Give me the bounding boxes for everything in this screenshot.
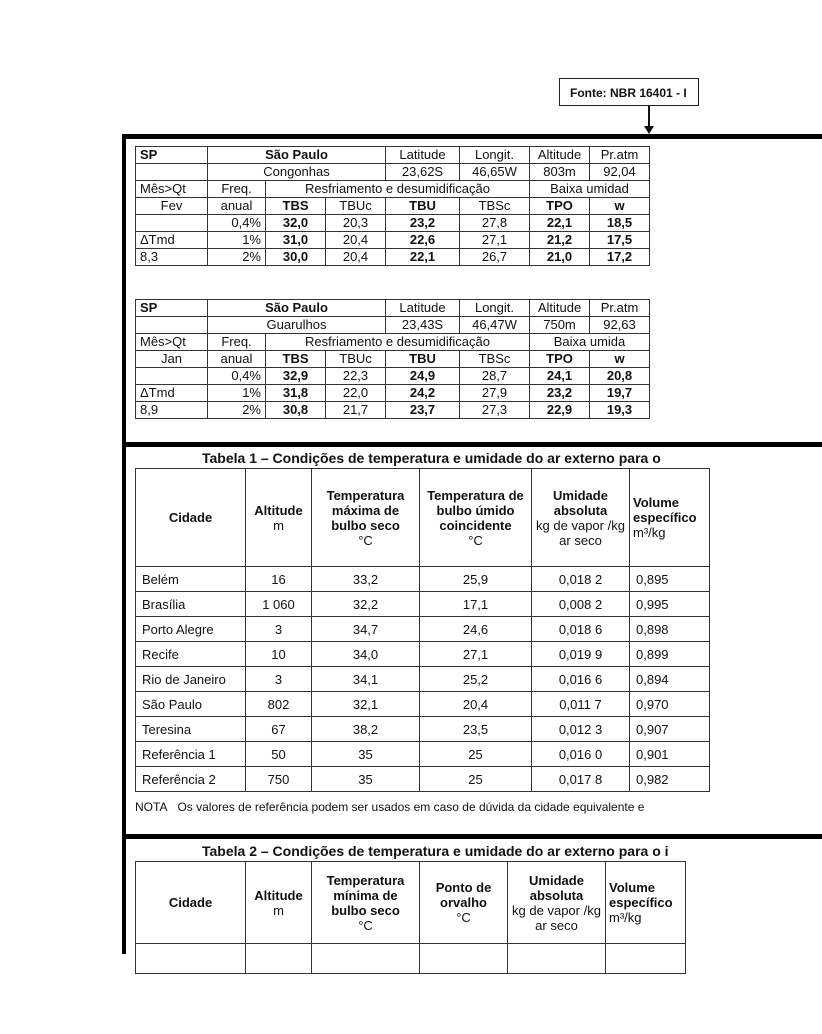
latitude-label: Latitude bbox=[386, 147, 460, 164]
arrow-line bbox=[648, 106, 650, 128]
tpo-value: 21,0 bbox=[530, 249, 590, 266]
tbuc-value: 22,0 bbox=[326, 385, 386, 402]
table-row bbox=[136, 592, 710, 617]
cell-cidade: Brasília bbox=[136, 592, 246, 617]
table-row bbox=[136, 642, 710, 667]
tbsc-value: 27,1 bbox=[460, 232, 530, 249]
table1 bbox=[135, 468, 710, 792]
cell-tbu: 23,5 bbox=[420, 717, 532, 742]
header-volume: Volume específico m³/kg bbox=[606, 862, 686, 944]
longitude-value: 46,65W bbox=[460, 164, 530, 181]
tbuc-value: 21,7 bbox=[326, 402, 386, 419]
cell-tbu: 25,2 bbox=[420, 667, 532, 692]
freq-label: Freq. bbox=[208, 334, 266, 351]
cell-vol: 0,901 bbox=[630, 742, 710, 767]
header-volume: Volume específico m³/kg bbox=[630, 469, 710, 567]
header-tbs: TBS bbox=[266, 198, 326, 215]
cell-temp: 33,2 bbox=[312, 567, 420, 592]
arrow-down-icon bbox=[644, 126, 654, 134]
header-tbu-coincidente: Temperatura de bulbo úmido coincidente °C bbox=[420, 469, 532, 567]
climatic-table-congonhas bbox=[135, 146, 650, 266]
tbu-value: 23,7 bbox=[386, 402, 460, 419]
cell-umid: 0,011 7 bbox=[532, 692, 630, 717]
table-row bbox=[136, 232, 650, 249]
freq-value: 1% bbox=[208, 232, 266, 249]
patm-label: Pr.atm bbox=[590, 300, 650, 317]
tbs-value: 31,0 bbox=[266, 232, 326, 249]
w-value: 19,3 bbox=[590, 402, 650, 419]
altitude-label: Altitude bbox=[530, 147, 590, 164]
cell-temp: 32,1 bbox=[312, 692, 420, 717]
cell-temp: 34,7 bbox=[312, 617, 420, 642]
cell-umid: 0,018 6 bbox=[532, 617, 630, 642]
cell-tbu: 25,9 bbox=[420, 567, 532, 592]
dtmd-value: 8,3 bbox=[136, 249, 208, 266]
freq-label: Freq. bbox=[208, 181, 266, 198]
freq-value: 0,4% bbox=[208, 215, 266, 232]
latitude-value: 23,62S bbox=[386, 164, 460, 181]
header-temp-max: Temperatura máxima de bulbo seco °C bbox=[312, 469, 420, 567]
cell-cidade: Referência 1 bbox=[136, 742, 246, 767]
cell-vol: 0,895 bbox=[630, 567, 710, 592]
tbsc-value: 27,8 bbox=[460, 215, 530, 232]
tpo-value: 22,1 bbox=[530, 215, 590, 232]
cell-cidade: São Paulo bbox=[136, 692, 246, 717]
document-frame bbox=[122, 134, 822, 1034]
table-row bbox=[136, 368, 650, 385]
header-altitude: Altitude m bbox=[246, 862, 312, 944]
freq-value: 0,4% bbox=[208, 368, 266, 385]
header-tbuc: TBUc bbox=[326, 351, 386, 368]
document-viewport bbox=[122, 134, 697, 950]
station-name: Congonhas bbox=[208, 164, 386, 181]
frame-border bbox=[122, 134, 126, 954]
header-tpo: TPO bbox=[530, 198, 590, 215]
tbu-value: 22,6 bbox=[386, 232, 460, 249]
cell-tbu: 24,6 bbox=[420, 617, 532, 642]
frame-divider bbox=[122, 834, 822, 839]
cell-vol: 0,995 bbox=[630, 592, 710, 617]
header-w: w bbox=[590, 351, 650, 368]
state-code: SP bbox=[136, 147, 208, 164]
table-row bbox=[136, 385, 650, 402]
cell-vol: 0,907 bbox=[630, 717, 710, 742]
header-tpo: TPO bbox=[530, 351, 590, 368]
longitude-value: 46,47W bbox=[460, 317, 530, 334]
tbsc-value: 28,7 bbox=[460, 368, 530, 385]
month-value: Jan bbox=[136, 351, 208, 368]
month-qt-label: Mês>Qt bbox=[136, 181, 208, 198]
header-umidade: Umidade absoluta kg de vapor /kg ar seco bbox=[532, 469, 630, 567]
climatic-table-guarulhos bbox=[135, 299, 650, 419]
dtmd-value: 8,9 bbox=[136, 402, 208, 419]
cell-temp: 32,2 bbox=[312, 592, 420, 617]
dtmd-label: ΔTmd bbox=[136, 385, 208, 402]
table-row bbox=[136, 944, 686, 974]
header-tbu: TBU bbox=[386, 351, 460, 368]
patm-value: 92,63 bbox=[590, 317, 650, 334]
city-name: São Paulo bbox=[208, 147, 386, 164]
w-value: 17,2 bbox=[590, 249, 650, 266]
frame-divider bbox=[122, 442, 822, 447]
tbsc-value: 27,3 bbox=[460, 402, 530, 419]
header-temp-min: Temperatura mínima de bulbo seco °C bbox=[312, 862, 420, 944]
longitude-label: Longit. bbox=[460, 300, 530, 317]
tbs-value: 32,9 bbox=[266, 368, 326, 385]
altitude-label: Altitude bbox=[530, 300, 590, 317]
month-value: Fev bbox=[136, 198, 208, 215]
tpo-value: 22,9 bbox=[530, 402, 590, 419]
frame-top-border bbox=[122, 134, 822, 139]
table1-body bbox=[136, 567, 710, 792]
header-tbsc: TBSc bbox=[460, 351, 530, 368]
tbs-value: 30,8 bbox=[266, 402, 326, 419]
altitude-value: 750m bbox=[530, 317, 590, 334]
cell-vol: 0,898 bbox=[630, 617, 710, 642]
station-name: Guarulhos bbox=[208, 317, 386, 334]
cell-cidade: Porto Alegre bbox=[136, 617, 246, 642]
cooling-header: Resfriamento e desumidificação bbox=[266, 334, 530, 351]
annual-label: anual bbox=[208, 198, 266, 215]
header-tbuc: TBUc bbox=[326, 198, 386, 215]
cell-umid: 0,018 2 bbox=[532, 567, 630, 592]
tbs-value: 31,8 bbox=[266, 385, 326, 402]
tbu-value: 22,1 bbox=[386, 249, 460, 266]
table-row bbox=[136, 215, 650, 232]
cell-umid: 0,008 2 bbox=[532, 592, 630, 617]
longitude-label: Longit. bbox=[460, 147, 530, 164]
tbsc-value: 27,9 bbox=[460, 385, 530, 402]
table-row bbox=[136, 617, 710, 642]
city-name: São Paulo bbox=[208, 300, 386, 317]
w-value: 19,7 bbox=[590, 385, 650, 402]
cell-alt: 16 bbox=[246, 567, 312, 592]
cell-cidade: Rio de Janeiro bbox=[136, 667, 246, 692]
header-cidade: Cidade bbox=[136, 469, 246, 567]
table-row bbox=[136, 567, 710, 592]
cell-tbu: 17,1 bbox=[420, 592, 532, 617]
table-row bbox=[136, 692, 710, 717]
cell-temp: 35 bbox=[312, 767, 420, 792]
table1-note bbox=[135, 800, 644, 814]
cell-vol: 0,894 bbox=[630, 667, 710, 692]
cell-alt: 67 bbox=[246, 717, 312, 742]
cell-alt: 10 bbox=[246, 642, 312, 667]
annual-label: anual bbox=[208, 351, 266, 368]
header-orvalho: Ponto de orvalho °C bbox=[420, 862, 508, 944]
freq-value: 2% bbox=[208, 402, 266, 419]
header-tbs: TBS bbox=[266, 351, 326, 368]
latitude-label: Latitude bbox=[386, 300, 460, 317]
freq-value: 2% bbox=[208, 249, 266, 266]
source-label: Fonte: NBR 16401 - I bbox=[570, 86, 687, 100]
tbs-value: 30,0 bbox=[266, 249, 326, 266]
table-row bbox=[136, 402, 650, 419]
cell-cidade: Recife bbox=[136, 642, 246, 667]
table-row bbox=[136, 767, 710, 792]
cell-tbu: 25 bbox=[420, 742, 532, 767]
patm-label: Pr.atm bbox=[590, 147, 650, 164]
cell-alt: 1 060 bbox=[246, 592, 312, 617]
header-w: w bbox=[590, 198, 650, 215]
table-row bbox=[136, 717, 710, 742]
cell-alt: 802 bbox=[246, 692, 312, 717]
cell-alt: 3 bbox=[246, 667, 312, 692]
cell-umid: 0,012 3 bbox=[532, 717, 630, 742]
cell-alt: 750 bbox=[246, 767, 312, 792]
cell-tbu: 25 bbox=[420, 767, 532, 792]
cell-cidade: Belém bbox=[136, 567, 246, 592]
header-umidade: Umidade absoluta kg de vapor /kg ar seco bbox=[508, 862, 606, 944]
cell-vol: 0,970 bbox=[630, 692, 710, 717]
w-value: 17,5 bbox=[590, 232, 650, 249]
w-value: 20,8 bbox=[590, 368, 650, 385]
cell-umid: 0,017 8 bbox=[532, 767, 630, 792]
low-humidity-header: Baixa umida bbox=[530, 334, 650, 351]
month-qt-label: Mês>Qt bbox=[136, 334, 208, 351]
cell-umid: 0,019 9 bbox=[532, 642, 630, 667]
tbsc-value: 26,7 bbox=[460, 249, 530, 266]
tpo-value: 24,1 bbox=[530, 368, 590, 385]
tbs-value: 32,0 bbox=[266, 215, 326, 232]
table2 bbox=[135, 861, 686, 974]
low-humidity-header: Baixa umidad bbox=[530, 181, 650, 198]
tbuc-value: 20,3 bbox=[326, 215, 386, 232]
cell-cidade: Teresina bbox=[136, 717, 246, 742]
header-tbsc: TBSc bbox=[460, 198, 530, 215]
tpo-value: 21,2 bbox=[530, 232, 590, 249]
tbu-value: 24,2 bbox=[386, 385, 460, 402]
cell-temp: 35 bbox=[312, 742, 420, 767]
tbuc-value: 22,3 bbox=[326, 368, 386, 385]
header-cidade: Cidade bbox=[136, 862, 246, 944]
freq-value: 1% bbox=[208, 385, 266, 402]
altitude-value: 803m bbox=[530, 164, 590, 181]
tbuc-value: 20,4 bbox=[326, 249, 386, 266]
cell-tbu: 20,4 bbox=[420, 692, 532, 717]
header-tbu: TBU bbox=[386, 198, 460, 215]
state-code: SP bbox=[136, 300, 208, 317]
table-row bbox=[136, 742, 710, 767]
patm-value: 92,04 bbox=[590, 164, 650, 181]
cell-umid: 0,016 6 bbox=[532, 667, 630, 692]
header-altitude: Altitude m bbox=[246, 469, 312, 567]
tbu-value: 24,9 bbox=[386, 368, 460, 385]
cell-alt: 3 bbox=[246, 617, 312, 642]
cell-cidade: Referência 2 bbox=[136, 767, 246, 792]
tpo-value: 23,2 bbox=[530, 385, 590, 402]
table-row bbox=[136, 667, 710, 692]
tbuc-value: 20,4 bbox=[326, 232, 386, 249]
cell-tbu: 27,1 bbox=[420, 642, 532, 667]
latitude-value: 23,43S bbox=[386, 317, 460, 334]
dtmd-label: ΔTmd bbox=[136, 232, 208, 249]
table2-title: Tabela 2 – Condições de temperatura e umidade do ar externo para o i bbox=[202, 843, 669, 859]
cell-temp: 34,0 bbox=[312, 642, 420, 667]
table-row bbox=[136, 249, 650, 266]
source-label-box bbox=[559, 78, 699, 106]
w-value: 18,5 bbox=[590, 215, 650, 232]
cell-vol: 0,899 bbox=[630, 642, 710, 667]
cell-temp: 34,1 bbox=[312, 667, 420, 692]
table1-title: Tabela 1 – Condições de temperatura e umidade do ar externo para o bbox=[202, 450, 661, 466]
cell-alt: 50 bbox=[246, 742, 312, 767]
tbu-value: 23,2 bbox=[386, 215, 460, 232]
note-label: NOTA bbox=[135, 800, 168, 814]
cooling-header: Resfriamento e desumidificação bbox=[266, 181, 530, 198]
cell-temp: 38,2 bbox=[312, 717, 420, 742]
note-text: Os valores de referência podem ser usados em caso de dúvida da cidade equivalente e bbox=[177, 800, 645, 814]
cell-umid: 0,016 0 bbox=[532, 742, 630, 767]
cell-vol: 0,982 bbox=[630, 767, 710, 792]
